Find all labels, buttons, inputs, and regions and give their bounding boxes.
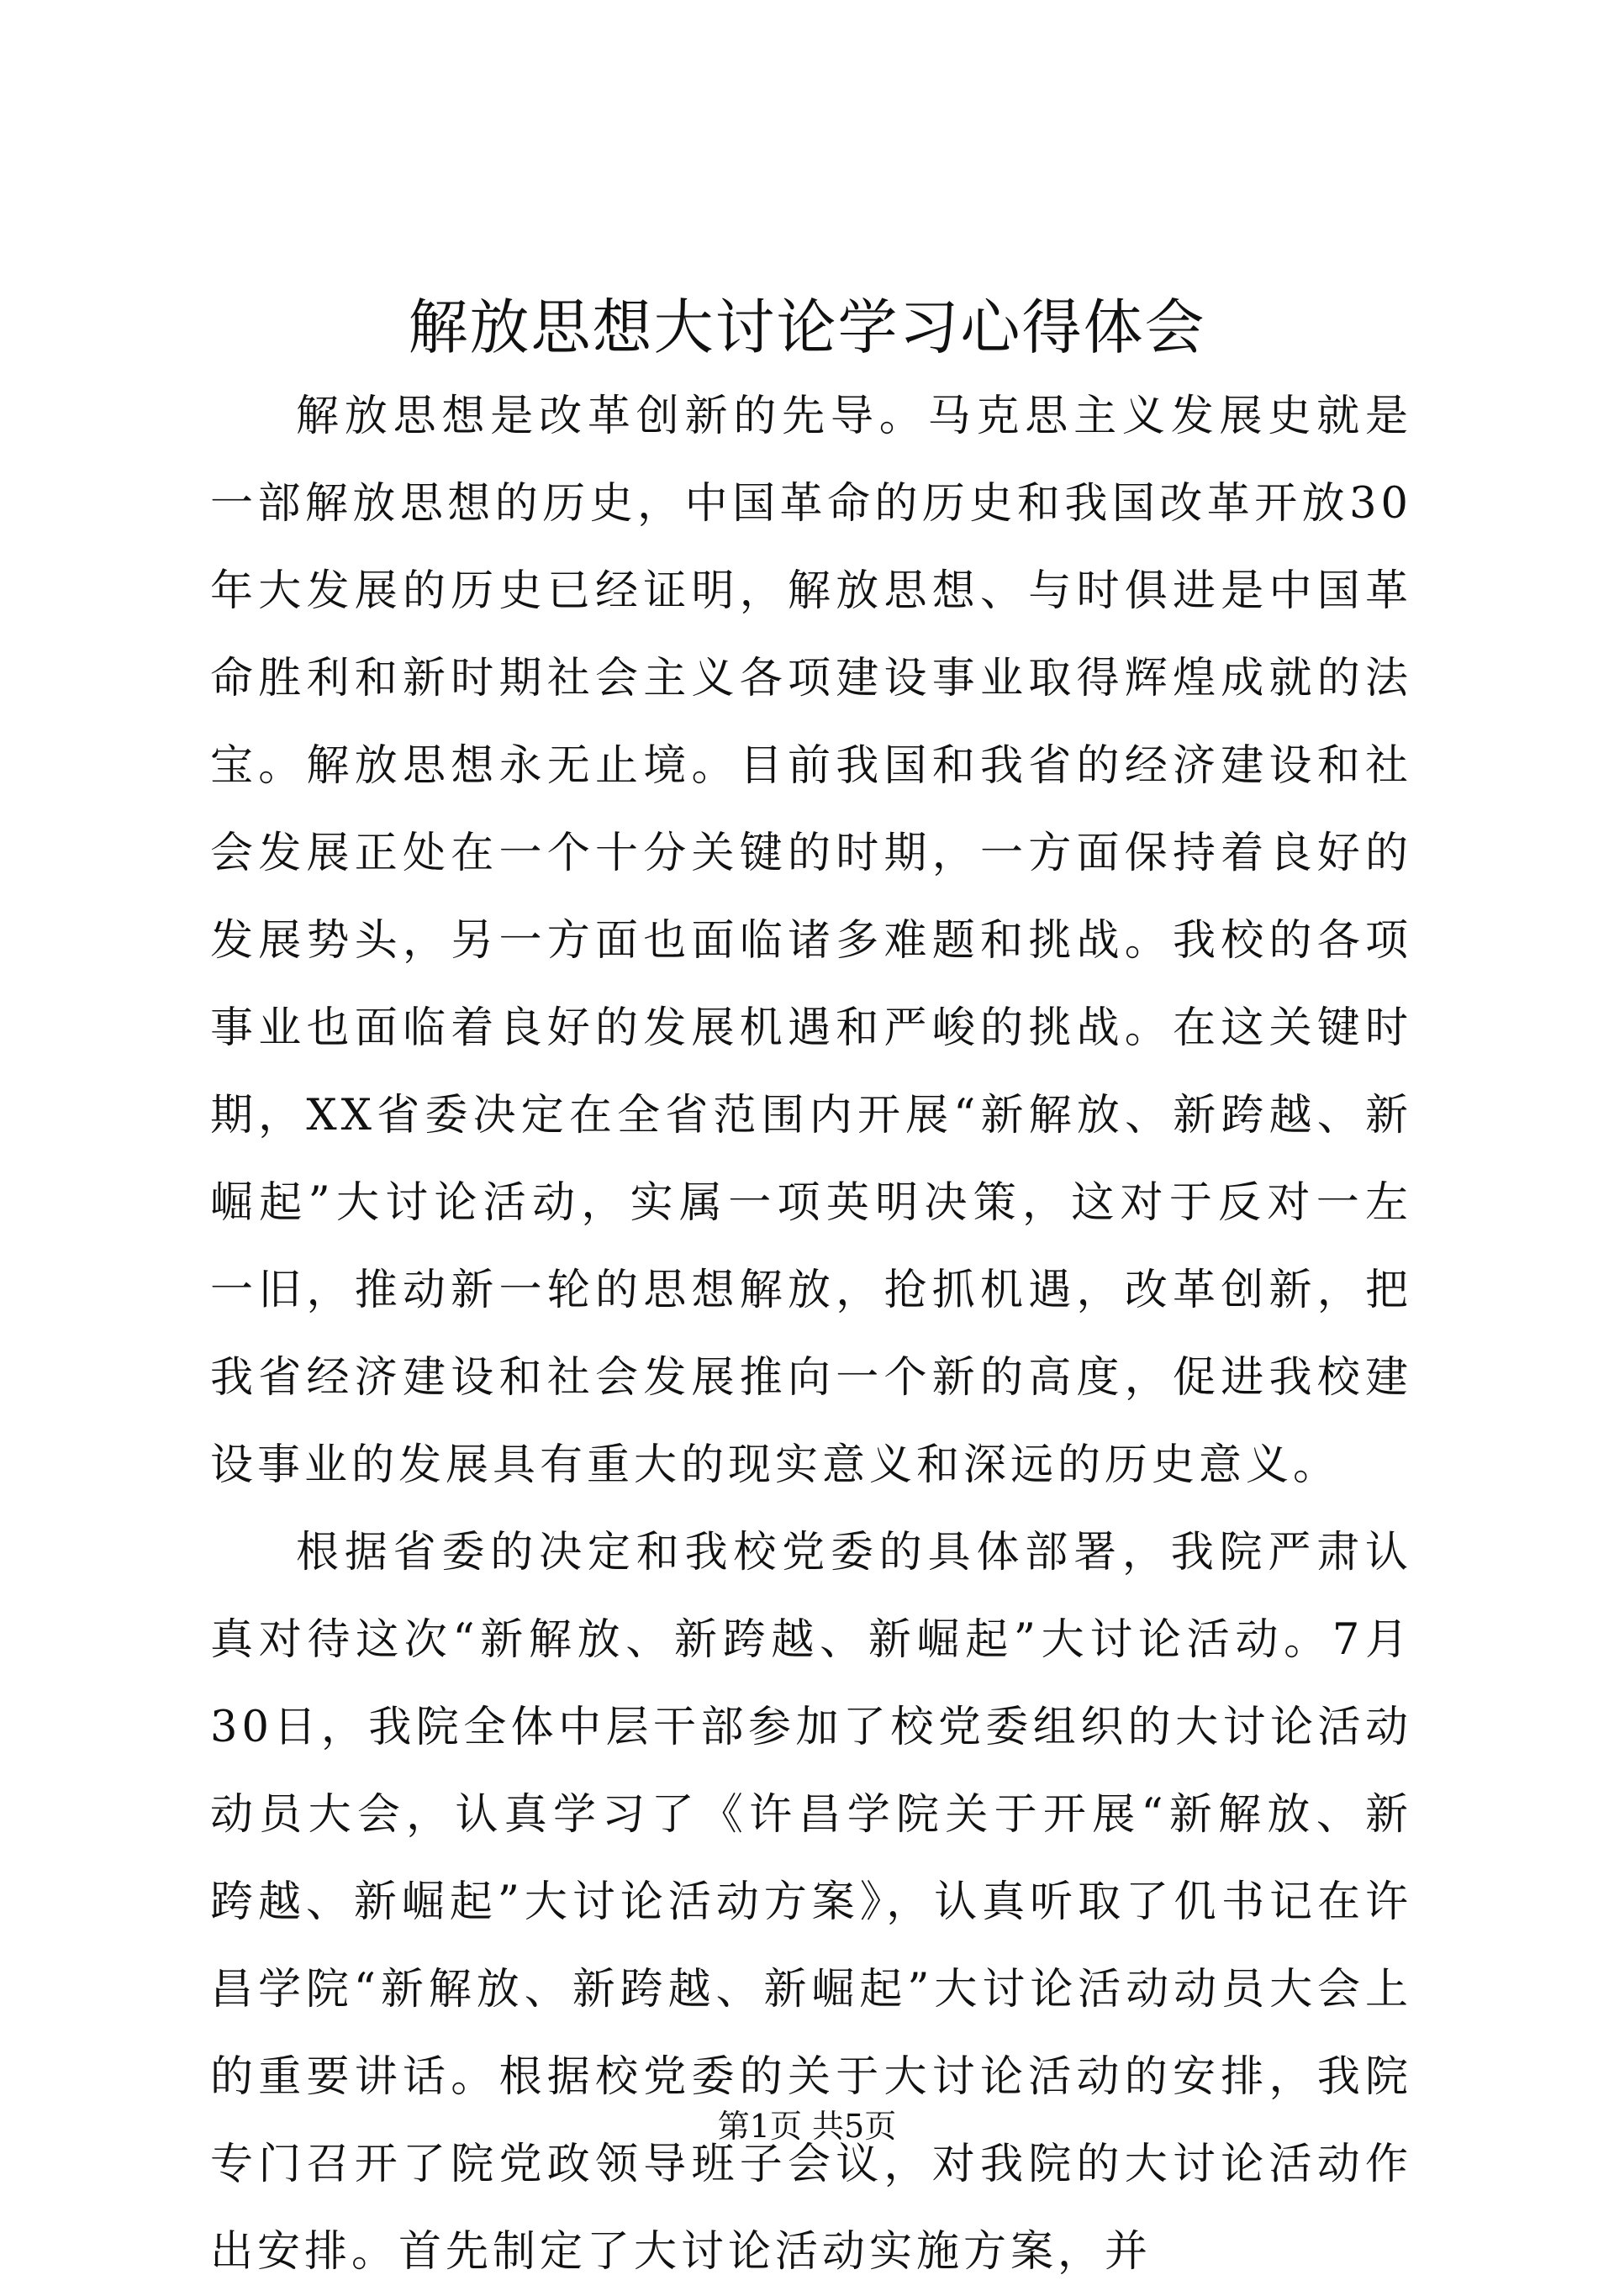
document-title: 解放思想大讨论学习心得体会 [408, 292, 1206, 362]
body-paragraph-1: 解放思想是改革创新的先导。马克思主义发展史就是一部解放思想的历史，中国革命的历史和我国改革开放30年大发展的历史已经证明，解放思想、与时俱进是中国革命胜利和新时期社会主义各项建设事业取得辉煌成就的法宝。解放思想永无止境。目前我国和我省的经济建设和社会发展正处在一个十分关键的时期，一方面保持着良好的发展势头，另一方面也面临诸多难题和挑战。我校的各项事业也面临着良好的发展机遇和严峻的挑战。在这关键时期，XX省委决定在全省范围内开展“新解放、新跨越、新崛起”大讨论活动，实属一项英明决策，这对于反对一左一旧，推动新一轮的思想解放，抢抓机遇，改革创新，把我省经济建设和社会发展推向一个新的高度，促进我校建设事业的发展具有重大的现实意义和深远的历史意义。 [210, 392, 1412, 1490]
body-paragraph-2: 根据省委的决定和我校党委的具体部署，我院严肃认真对待这次“新解放、新跨越、新崛起”大讨论活动。7月30日，我院全体中层干部参加了校党委组织的大讨论活动动员大会，认真学习了《许昌学院关于开展“新解放、新跨越、新崛起”大讨论活动方案》，认真听取了仉书记在许昌学院“新解放、新跨越、新崛起”大讨论活动动员大会上的重要讲话。根据校党委的关于大讨论活动的安排，我院专门召开了院党政领导班子会议，对我院的大讨论活动作出安排。首先制定了大讨论活动实施方案，并 [210, 1528, 1412, 2277]
page-number-footer: 第1页 共5页 [717, 2108, 897, 2145]
document-body [210, 373, 1412, 2296]
